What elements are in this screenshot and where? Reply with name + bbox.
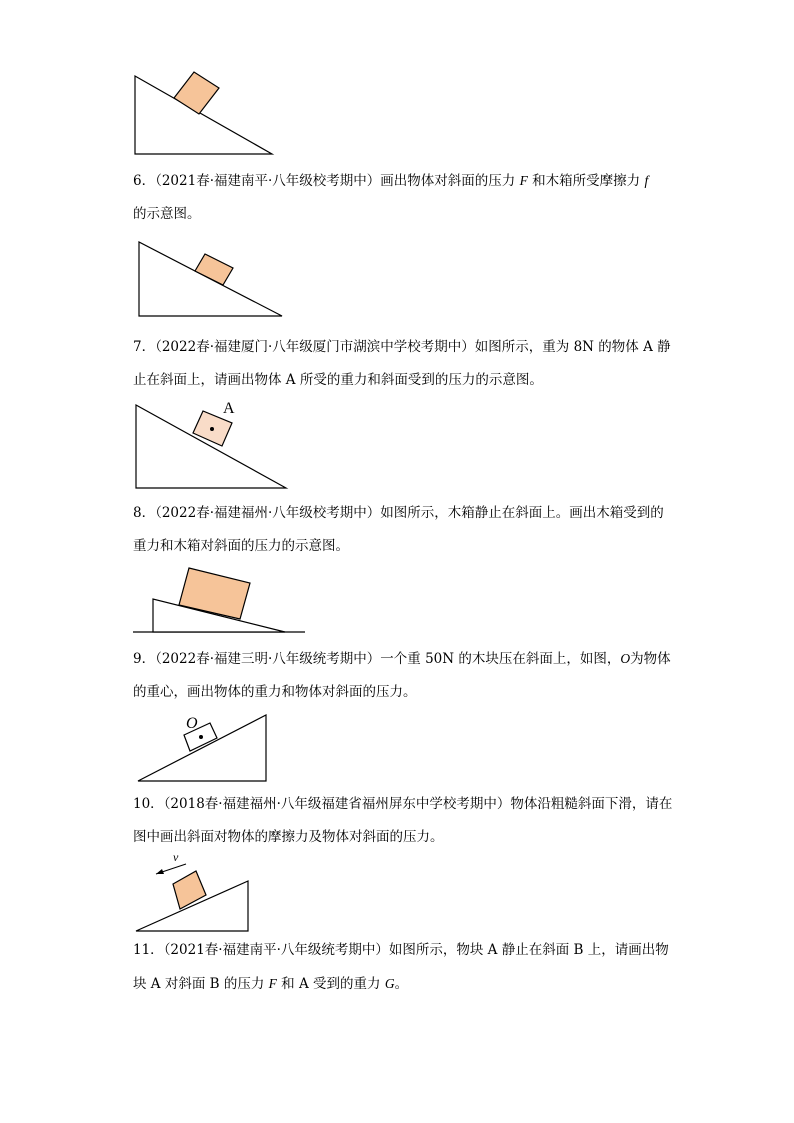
question-8: 8．（2022春·福建福州·八年级校考期中）如图所示，木箱静止在斜面上。画出木箱受到的重力和木箱对斜面的压力的示意图。 [133, 505, 664, 554]
question-source: （2021春·福建南平·八年级统考期中） [163, 942, 389, 958]
variable-F: F [519, 173, 528, 188]
label-A: A [223, 400, 235, 417]
variable-f: f [644, 173, 649, 188]
question-9: 9．（2022春·福建三明·八年级统考期中）一个重 50N 的木块压在斜面上，如图，O为物体的重心，画出物体的重力和物体对斜面的压力。 [133, 651, 671, 700]
question-11: 11．（2021春·福建南平·八年级统考期中）如图所示，物块 A 静止在斜面 B 上，请画出物块 A 对斜面 B 的压力 F 和 A 受到的重力 G。 [133, 942, 669, 992]
question-source: （2022春·福建福州·八年级校考期中） [155, 505, 381, 521]
center-dot [210, 427, 214, 431]
arrow-head [156, 869, 164, 874]
figure-incline-1 [130, 68, 280, 160]
question-source: （2021春·福建南平·八年级校考期中） [155, 173, 381, 189]
incline-triangle [138, 715, 266, 781]
question-10: 10．（2018春·福建福州·八年级福建省福州屏东中学校考期中）物体沿粗糙斜面下滑，请在图中画出斜面对物体的摩擦力及物体对斜面的压力。 [133, 796, 673, 845]
label-v: v [173, 850, 179, 864]
center-of-gravity-dot [199, 735, 203, 739]
question-number: 11． [133, 942, 164, 958]
question-number: 9． [133, 651, 156, 667]
question-number: 10． [133, 796, 164, 812]
question-number: 8． [133, 505, 156, 521]
variable-F: F [268, 976, 277, 991]
question-6: 6．（2021春·福建南平·八年级校考期中）画出物体对斜面的压力 F 和木箱所受摩擦力 f 的示意图。 [133, 173, 649, 222]
question-number: 6． [133, 173, 156, 189]
question-source: （2022春·福建厦门·八年级厦门市湖滨中学校考期中） [155, 339, 475, 355]
question-number: 7． [133, 339, 156, 355]
question-7: 7．（2022春·福建厦门·八年级厦门市湖滨中学校考期中）如图所示，重为 8N 的物体 A 静止在斜面上，请画出物体 A 所受的重力和斜面受到的压力的示意图。 [133, 339, 671, 388]
label-O: O [186, 715, 198, 732]
question-source: （2022春·福建三明·八年级统考期中） [155, 651, 381, 667]
variable-O: O [620, 651, 631, 666]
question-source: （2018春·福建福州·八年级福建省福州屏东中学校考期中） [163, 796, 511, 812]
figure-incline-6 [135, 238, 287, 320]
variable-G: G [384, 976, 395, 991]
figure-incline-7 [133, 398, 293, 492]
figure-incline-8 [133, 563, 309, 635]
figure-incline-10 [133, 850, 253, 936]
figure-incline-9 [134, 708, 272, 786]
